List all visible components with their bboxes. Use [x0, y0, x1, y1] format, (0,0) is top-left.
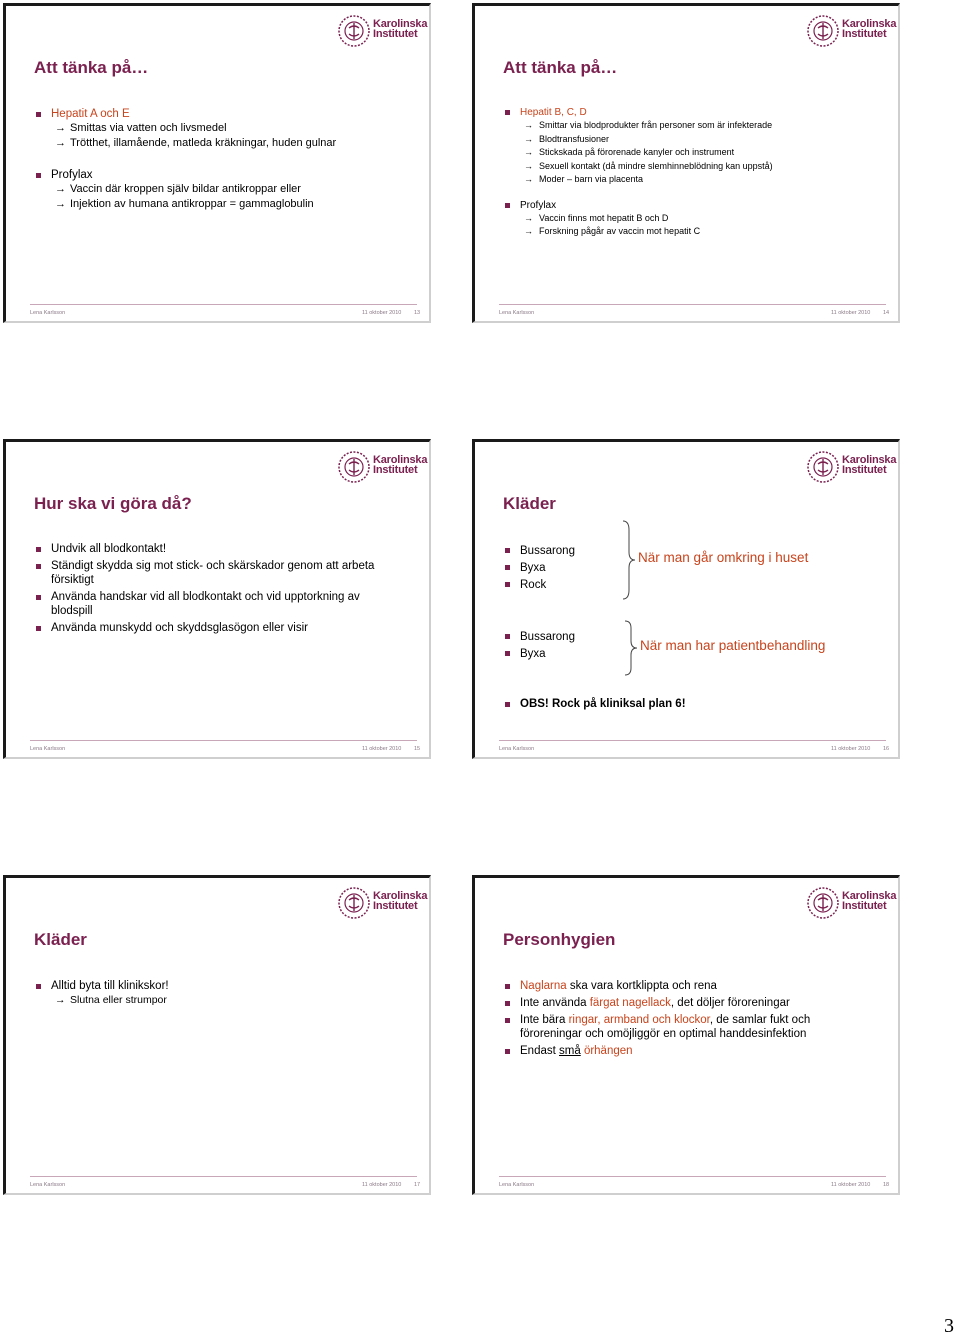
footer-date: 11 oktober 2010: [362, 746, 402, 752]
slide-title: Personhygien: [503, 930, 616, 949]
footer-divider: [30, 740, 417, 741]
sub-bullet: → Smittas via vatten och livsmedel: [51, 121, 413, 136]
bullet: Undvik all blodkontakt!: [36, 542, 389, 556]
karolinska-logo: [337, 450, 428, 486]
sub-bullet: → Vaccin där kroppen själv bildar antikroppar eller: [51, 182, 413, 197]
footer-author: Lena Karlsson: [30, 746, 66, 752]
bullet: Byxa: [505, 560, 615, 577]
logo-text: Karolinska Institutet: [842, 890, 897, 912]
bullet: Rock: [505, 577, 615, 594]
slide-15: [3, 439, 431, 759]
bullet: Alltid byta till klinikskor! → Slutna eller strumpor: [36, 979, 413, 1008]
bullet-orhangen: Endast små örhängen: [505, 1044, 838, 1058]
logo-text: Karolinska Institutet: [842, 454, 897, 476]
bullet-profylax: Profylax → Vaccin finns mot hepatit B och D → Forskning pågår av vaccin mot hepatit C: [505, 199, 882, 239]
bullet-naglarna: Naglarna ska vara kortklippta och rena: [505, 979, 838, 993]
footer-divider: [499, 304, 886, 305]
bullet: Byxa: [505, 646, 615, 663]
slide-18: [472, 875, 900, 1195]
obs-note: OBS! Rock på kliniksal plan 6!: [505, 697, 882, 711]
slide-14: [472, 3, 900, 323]
karolinska-logo: [337, 886, 428, 922]
bullet: Bussarong: [505, 629, 615, 646]
slide-number: 17: [414, 1182, 421, 1188]
seal-icon: [806, 886, 840, 920]
bullet-hepatit-a-e: Hepatit A och E → Smittas via vatten och livsmedel → Trötthet, illamående, matleda kräkningar, huden gulnar: [36, 107, 413, 151]
karolinska-logo: [806, 886, 897, 922]
footer-divider: [499, 1176, 886, 1177]
seal-icon: [806, 14, 840, 48]
sub-bullet: → Smittar via blodprodukter från personer som är infekterade: [520, 119, 882, 133]
footer-author: Lena Karlsson: [30, 310, 66, 316]
slide-number: 18: [883, 1182, 890, 1188]
seal-icon: [806, 450, 840, 484]
footer-author: Lena Karlsson: [499, 746, 535, 752]
slide-17: [3, 875, 431, 1195]
brace-icon: [621, 520, 637, 600]
footer-date: 11 oktober 2010: [362, 310, 402, 316]
karolinska-logo: [806, 14, 897, 50]
footer-date: 11 oktober 2010: [831, 1182, 871, 1188]
slide-number: 13: [414, 310, 421, 316]
footer-divider: [499, 740, 886, 741]
footer-author: Lena Karlsson: [499, 1182, 535, 1188]
page-number: 3: [944, 1315, 954, 1337]
bullet: Använda munskydd och skyddsglasögon eller visir: [36, 621, 389, 635]
slide-title: Att tänka på…: [34, 58, 149, 77]
bullet: Använda handskar vid all blodkontakt och vid upptorkning av blodspill: [36, 590, 389, 618]
slide-16: [472, 439, 900, 759]
slide-title: Att tänka på…: [503, 58, 618, 77]
group2-label: När man har patientbehandling: [640, 638, 826, 653]
bullet: Ständigt skydda sig mot stick- och skärskador genom att arbeta försiktigt: [36, 559, 389, 587]
group1-label: När man går omkring i huset: [638, 550, 809, 565]
logo-text: Karolinska Institutet: [842, 18, 897, 40]
slide-number: 14: [883, 310, 890, 316]
slide-title: Hur ska vi göra då?: [34, 494, 192, 513]
logo-text: Karolinska Institutet: [373, 18, 428, 40]
bullet-hepatit-b-c-d: Hepatit B, C, D → Smittar via blodprodukter från personer som är infekterade → Blodtransfusioner → Stickskada på förorenade kanyler och instrument → Sexuell kontakt (då mindre slemhinneblödning kan uppstå) → Moder – barn via placenta: [505, 106, 882, 187]
footer-date: 11 oktober 2010: [362, 1182, 402, 1188]
logo-text: Karolinska Institutet: [373, 454, 428, 476]
slide-number: 15: [414, 746, 421, 752]
slide-title: Kläder: [34, 930, 87, 949]
sub-bullet: → Vaccin finns mot hepatit B och D: [520, 212, 882, 226]
seal-icon: [337, 450, 371, 484]
footer-date: 11 oktober 2010: [831, 746, 871, 752]
slide-number: 16: [883, 746, 890, 752]
sub-bullet: → Blodtransfusioner: [520, 133, 882, 147]
karolinska-logo: [337, 14, 428, 50]
bullet-nagellack: Inte använda färgat nagellack, det döljer föroreningar: [505, 996, 838, 1010]
seal-icon: [337, 14, 371, 48]
slide-title: Kläder: [503, 494, 556, 513]
sub-bullet: → Trötthet, illamående, matleda kräkningar, huden gulnar: [51, 136, 413, 151]
bullet: Bussarong: [505, 543, 615, 560]
sub-bullet: → Slutna eller strumpor: [51, 993, 413, 1008]
slide-13: [3, 3, 431, 323]
sub-bullet: → Forskning pågår av vaccin mot hepatit C: [520, 225, 882, 239]
karolinska-logo: [806, 450, 897, 486]
footer-author: Lena Karlsson: [30, 1182, 66, 1188]
brace-icon: [623, 620, 639, 676]
sub-bullet: → Moder – barn via placenta: [520, 173, 882, 187]
footer-divider: [30, 304, 417, 305]
footer-author: Lena Karlsson: [499, 310, 535, 316]
sub-bullet: → Injektion av humana antikroppar = gammaglobulin: [51, 197, 413, 212]
logo-text: Karolinska Institutet: [373, 890, 428, 912]
sub-bullet: → Stickskada på förorenade kanyler och instrument: [520, 146, 882, 160]
seal-icon: [337, 886, 371, 920]
bullet-smycken: Inte bära ringar, armband och klockor, de samlar fukt och föroreningar och omöjliggör en optimal handdesinfektion: [505, 1013, 838, 1041]
sub-bullet: → Sexuell kontakt (då mindre slemhinneblödning kan uppstå): [520, 160, 882, 174]
bullet-profylax: Profylax → Vaccin där kroppen själv bildar antikroppar eller → Injektion av humana antikroppar = gammaglobulin: [36, 168, 413, 212]
footer-date: 11 oktober 2010: [831, 310, 871, 316]
footer-divider: [30, 1176, 417, 1177]
